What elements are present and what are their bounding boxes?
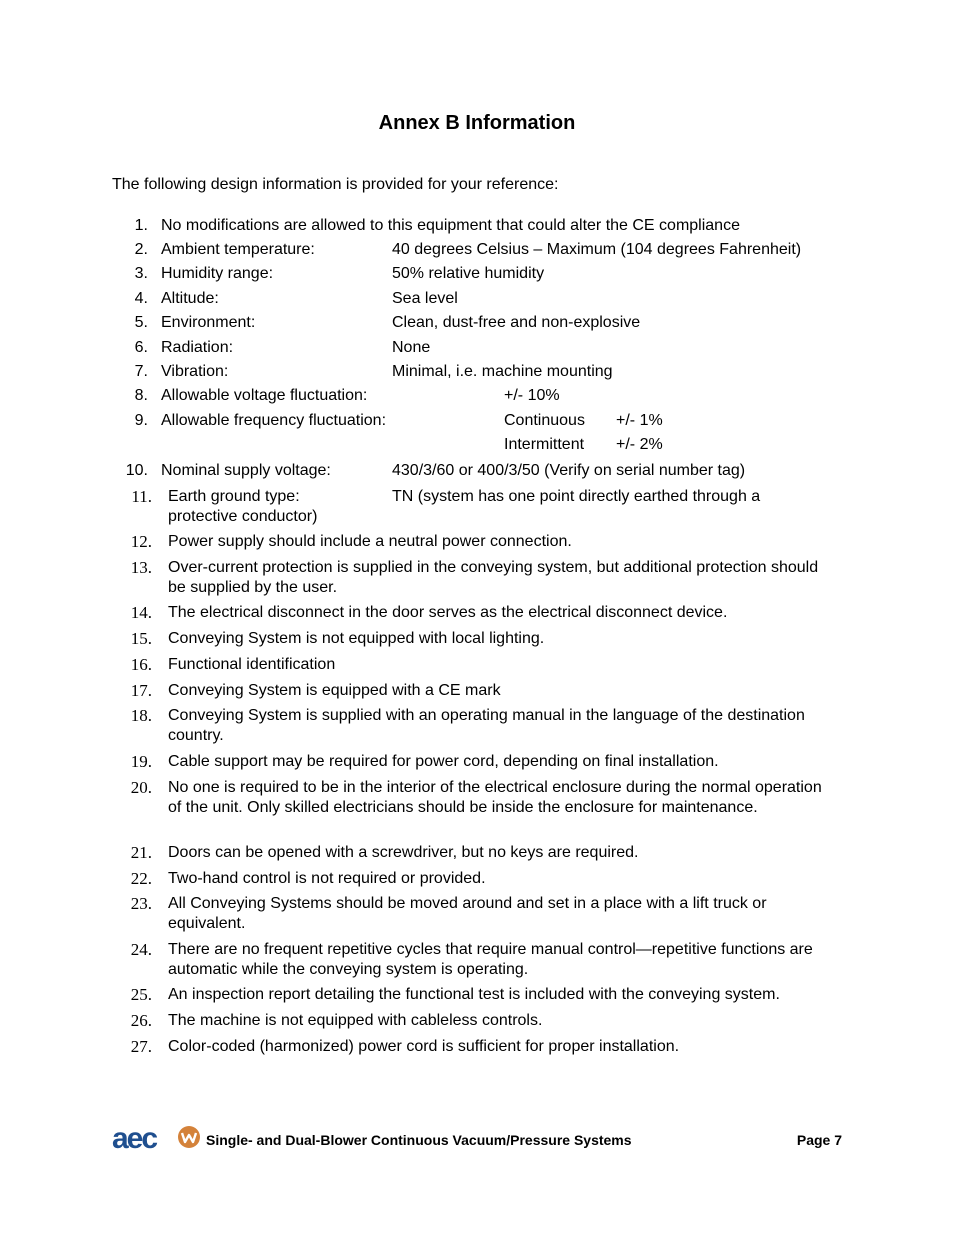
item-number: 13. [130, 558, 152, 577]
item-text: Conveying System is equipped with a CE mark [168, 682, 501, 699]
item-label: Nominal supply voltage: [161, 462, 331, 479]
sub-value: +/- 2% [616, 436, 663, 453]
item-number: 1. [134, 217, 148, 234]
item-text: Over-current protection is supplied in the conveying system, but additional protection should be supplied by the user. [168, 559, 819, 596]
footer-page-number: Page 7 [796, 1132, 842, 1148]
item-value: 430/3/60 or 400/3/50 (Verify on serial number tag) [392, 462, 746, 479]
item-text: Doors can be opened with a screwdriver, but no keys are required. [168, 844, 639, 861]
item-number: 8. [134, 387, 148, 404]
item-number: 14. [130, 603, 152, 622]
item-value: 40 degrees Celsius – Maximum (104 degrees Fahrenheit) [392, 241, 802, 258]
item-value: None [392, 339, 431, 356]
item-number: 23. [130, 894, 152, 913]
item-label: Allowable voltage fluctuation: [161, 387, 368, 404]
item-text: Conveying System is supplied with an operating manual in the language of the destination country. [168, 707, 805, 744]
item-number: 19. [130, 752, 152, 771]
item-number: 17. [130, 681, 152, 700]
item-text: No modifications are allowed to this equipment that could alter the CE compliance [161, 217, 740, 234]
footer-document-title: Single- and Dual-Blower Continuous Vacuum/Pressure Systems [206, 1132, 632, 1148]
item-label: Ambient temperature: [161, 241, 315, 258]
item-number: 21. [130, 843, 152, 862]
item-text: Color-coded (harmonized) power cord is sufficient for proper installation. [168, 1038, 680, 1055]
item-number: 26. [130, 1011, 152, 1030]
item-value: Sea level [392, 290, 458, 307]
intro-paragraph: The following design information is provided for your reference: [112, 176, 559, 193]
sub-value: +/- 1% [616, 412, 663, 429]
item-label: Environment: [161, 314, 256, 331]
item-number: 11. [131, 487, 152, 506]
item-number: 15. [130, 629, 152, 648]
item-text: Cable support may be required for power cord, depending on final installation. [168, 753, 719, 770]
item-value: +/- 10% [504, 387, 560, 404]
item-number: 2. [134, 241, 148, 258]
item-text: There are no frequent repetitive cycles that require manual control—repetitive functions are automatic while the conveying system is operating. [168, 941, 813, 978]
item-label: Allowable frequency fluctuation: [161, 412, 387, 429]
item-label: Vibration: [161, 363, 229, 380]
item-number: 10. [125, 462, 148, 479]
item-text: Functional identification [168, 656, 336, 673]
item-number: 18. [130, 706, 152, 725]
item-number: 20. [130, 778, 152, 797]
item-number: 4. [134, 290, 148, 307]
item-number: 6. [134, 339, 148, 356]
item-text: All Conveying Systems should be moved around and set in a place with a lift truck or equivalent. [168, 895, 767, 932]
aec-logo [112, 1124, 202, 1152]
item-text: No one is required to be in the interior of the electrical enclosure during the normal operation of the unit. Only skilled electricians should be inside the enclosure for maintenance. [168, 779, 822, 816]
item-text: An inspection report detailing the functional test is included with the conveying system. [168, 986, 780, 1003]
item-number: 7. [134, 363, 148, 380]
item-value: 50% relative humidity [392, 265, 545, 282]
item-number: 5. [134, 314, 148, 331]
item-label: Radiation: [161, 339, 234, 356]
item-number: 24. [130, 940, 152, 959]
item-number: 25. [130, 985, 152, 1004]
item-text: Two-hand control is not required or provided. [168, 870, 486, 887]
item-label: Altitude: [161, 290, 219, 307]
item-label: Humidity range: [161, 265, 274, 282]
item-value: Minimal, i.e. machine mounting [392, 363, 613, 380]
item-number: 9. [134, 412, 148, 429]
item-number: 12. [130, 532, 152, 551]
item-number: 16. [130, 655, 152, 674]
item-number: 27. [130, 1037, 152, 1056]
sub-label: Intermittent [504, 436, 585, 453]
page-footer [112, 1124, 842, 1152]
sub-label: Continuous [504, 412, 585, 429]
item-continuation: protective conductor) [168, 508, 318, 525]
item-value: TN (system has one point directly earthed through a [392, 488, 761, 505]
item-number: 3. [134, 265, 148, 282]
item-text: The electrical disconnect in the door serves as the electrical disconnect device. [168, 604, 728, 621]
item-label: Earth ground type: [168, 488, 300, 505]
page-title: Annex B Information [378, 112, 576, 134]
logo-wordmark: aec [112, 1124, 157, 1152]
item-text: Power supply should include a neutral power connection. [168, 533, 572, 550]
item-value: Clean, dust-free and non-explosive [392, 314, 641, 331]
item-number: 22. [130, 869, 152, 888]
item-text: The machine is not equipped with cableless controls. [168, 1012, 543, 1029]
item-text: Conveying System is not equipped with local lighting. [168, 630, 545, 647]
